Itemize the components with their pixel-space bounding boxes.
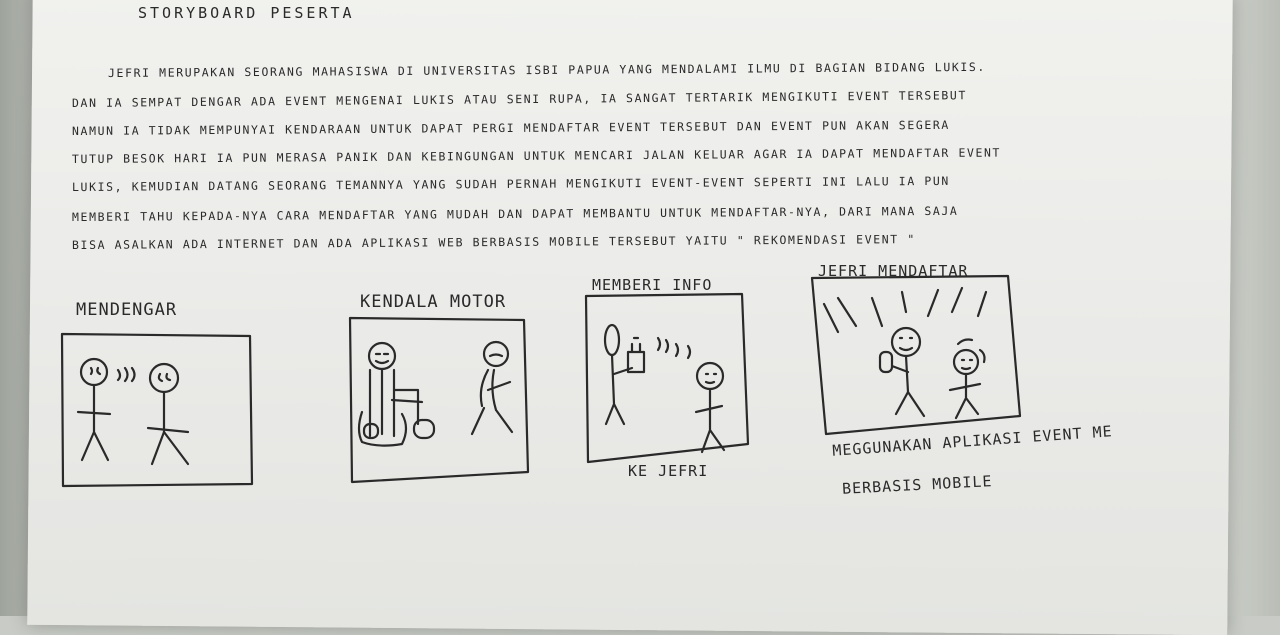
story-line: BISA ASALKAN ADA INTERNET DAN ADA APLIKASI WEB BERBASIS MOBILE TERSEBUT YAITU " REKOMENDASI EVENT " (71, 232, 916, 252)
panel-mendengar (60, 332, 255, 490)
storyboard-title: STORYBOARD PESERTA (138, 4, 355, 22)
panel-label-mendengar: MENDENGAR (76, 300, 178, 320)
story-line: JEFRI MERUPAKAN SEORANG MAHASISWA DI UNIVERSITAS ISBI PAPUA YANG MENDALAMI ILMU DI BAGIAN BIDANG LUKIS. (107, 59, 986, 80)
panel-label-kendala-motor: KENDALA MOTOR (360, 292, 507, 312)
story-line: TUTUP BESOK HARI IA PUN MERASA PANIK DAN KEBINGUNGAN UNTUK MENCARI JALAN KELUAR AGAR IA DAPAT MENDAFTAR EVENT (71, 145, 1002, 166)
panel-jefri-mendaftar (810, 276, 1026, 438)
story-line: NAMUN IA TIDAK MEMPUNYAI KENDARAAN UNTUK DAPAT PERGI MENDAFTAR EVENT TERSEBUT DAN EVENT PUN AKAN SEGERA (71, 117, 950, 138)
story-line: MEMBERI TAHU KEPADA-NYA CARA MENDAFTAR YANG MUDAH DAN DAPAT MEMBANTU UNTUK MENDAFTAR-NYA, DARI MANA SAJA (71, 203, 959, 224)
panel-label-memberi-info: MEMBERI INFO (592, 276, 713, 294)
panel-memberi-info (584, 294, 752, 464)
panel-label-jefri-mendaftar: JEFRI MENDAFTAR (818, 262, 969, 280)
story-line: LUKIS, KEMUDIAN DATANG SEORANG TEMANNYA YANG SUDAH PERNAH MENGIKUTI EVENT-EVENT SEPERTI INI LALU IA PUN (71, 173, 950, 194)
panel-caption-ke-jefri: KE JEFRI (628, 462, 709, 480)
panel-caption-menggunakan-aplikasi: MEGGUNAKAN APLIKASI EVENT ME (831, 422, 1114, 460)
story-line: DAN IA SEMPAT DENGAR ADA EVENT MENGENAI LUKIS ATAU SENI RUPA, IA SANGAT TERTARIK MENGIKUTI EVENT TERSEBUT (71, 88, 968, 110)
panel-kendala-motor (348, 316, 534, 486)
panel-caption-berbasis-mobile: BERBASIS MOBILE (841, 472, 993, 498)
